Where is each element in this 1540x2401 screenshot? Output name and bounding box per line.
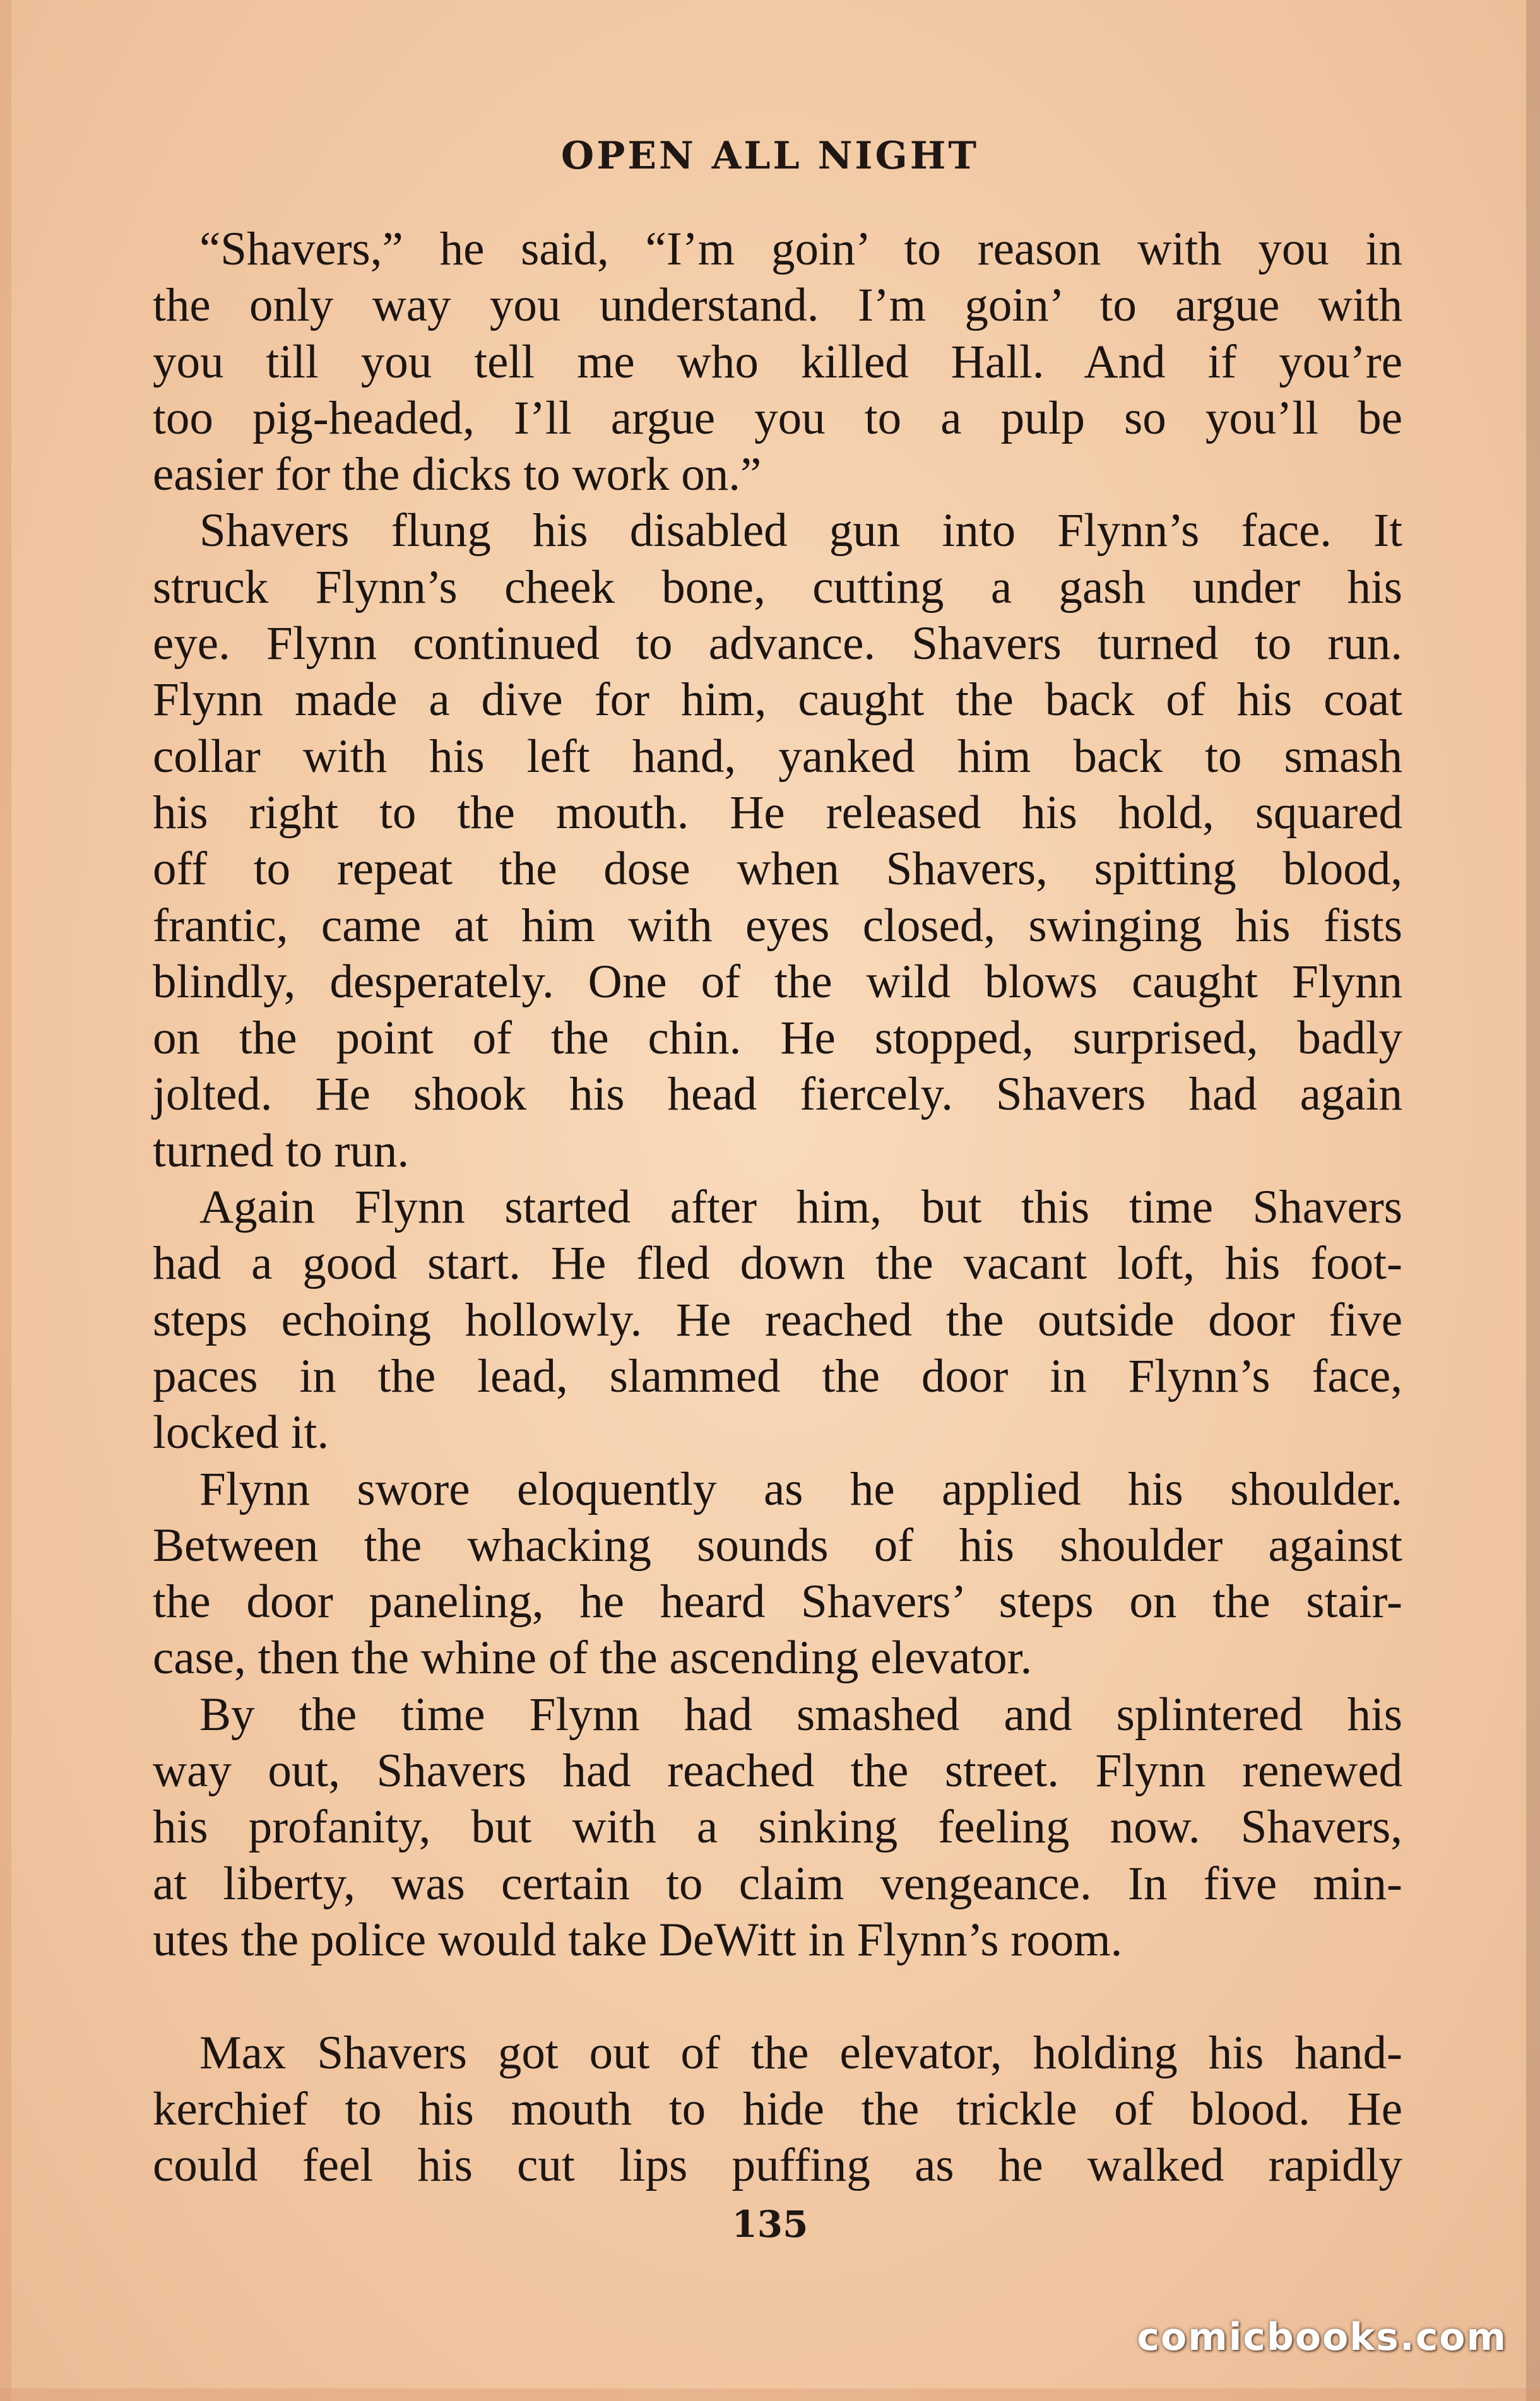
text-line: eye. Flynn continued to advance. Shavers turned to run. xyxy=(153,617,1402,670)
text-line: case, then the whine of the ascending elevator. xyxy=(153,1632,1033,1685)
text-line: the door paneling, he heard Shavers’ steps on the stair- xyxy=(153,1575,1402,1628)
text-line: By the time Flynn had smashed and splintered his xyxy=(199,1688,1402,1741)
text-line: the only way you understand. I’m goin’ to argue with xyxy=(153,279,1402,332)
text-line: way out, Shavers had reached the street. Flynn renewed xyxy=(153,1745,1402,1798)
text-line: Between the whacking sounds of his shoulder against xyxy=(153,1519,1402,1572)
text-line: struck Flynn’s cheek bone, cutting a gash under his xyxy=(153,560,1402,614)
text-line: locked it. xyxy=(153,1406,329,1459)
text-line: blindly, desperately. One of the wild blows caught Flynn xyxy=(153,955,1402,1008)
text-line: his right to the mouth. He released his hold, squared xyxy=(153,786,1402,839)
text-line: on the point of the chin. He stopped, surprised, badly xyxy=(153,1012,1402,1065)
text-line: you till you tell me who killed Hall. And if you’re xyxy=(153,335,1402,388)
page-number: 135 xyxy=(732,2203,808,2246)
page-edge-right xyxy=(1526,0,1540,2401)
text-line: Again Flynn started after him, but this time Shavers xyxy=(199,1181,1402,1234)
body-text xyxy=(153,221,1402,2193)
text-line: frantic, came at him with eyes closed, swinging his fists xyxy=(153,899,1402,952)
text-line: kerchief to his mouth to hide the trickle of blood. He xyxy=(153,2082,1402,2135)
text-line: at liberty, was certain to claim vengeance. In five min- xyxy=(153,1857,1402,1910)
text-line: off to repeat the dose when Shavers, spitting blood, xyxy=(153,843,1402,896)
text-line: easier for the dicks to work on.” xyxy=(153,448,762,501)
text-line: jolted. He shook his head fiercely. Shavers had again xyxy=(153,1068,1402,1121)
page-edge-left xyxy=(0,0,11,2401)
text-line: utes the police would take DeWitt in Flynn’s room. xyxy=(153,1913,1123,1966)
text-line: too pig-headed, I’ll argue you to a pulp so you’ll be xyxy=(153,391,1402,444)
page-edge-bottom xyxy=(0,2388,1540,2401)
watermark: comicbooks.com xyxy=(1137,2315,1507,2359)
text-line: could feel his cut lips puffing as he walked rapidly xyxy=(153,2139,1402,2192)
text-line: paces in the lead, slammed the door in Flynn’s face, xyxy=(153,1349,1402,1402)
text-line: Flynn made a dive for him, caught the back of his coat xyxy=(153,673,1402,726)
text-line: “Shavers,” he said, “I’m goin’ to reason with you in xyxy=(199,223,1402,275)
text-line: Max Shavers got out of the elevator, holding his hand- xyxy=(199,2026,1402,2079)
text-line: had a good start. He fled down the vacant loft, his foot- xyxy=(153,1237,1402,1290)
running-title: OPEN ALL NIGHT xyxy=(560,134,980,178)
text-line: Flynn swore eloquently as he applied his shoulder. xyxy=(199,1462,1402,1515)
text-line: collar with his left hand, yanked him back to smash xyxy=(153,730,1402,783)
text-line: Shavers flung his disabled gun into Flynn’s face. It xyxy=(199,504,1402,557)
text-line: turned to run. xyxy=(153,1124,410,1177)
section-break xyxy=(153,1968,1402,2024)
text-line: steps echoing hollowly. He reached the outside door five xyxy=(153,1293,1402,1346)
text-line: his profanity, but with a sinking feeling now. Shavers, xyxy=(153,1801,1402,1854)
